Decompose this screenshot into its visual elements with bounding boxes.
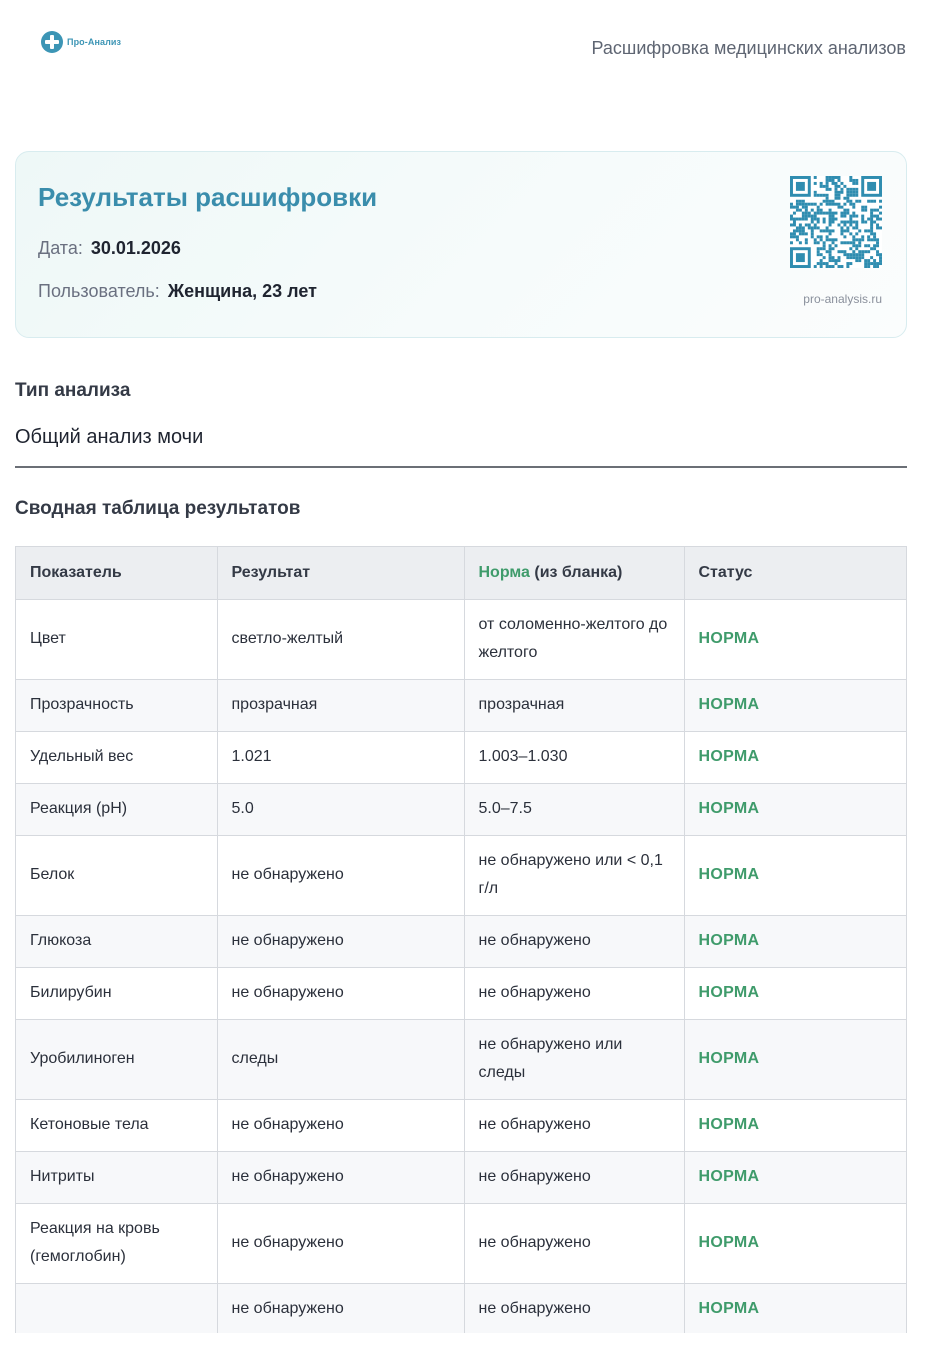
header-title: Расшифровка медицинских анализов [591,38,906,58]
site-link[interactable]: pro-analysis.ru [803,292,882,306]
cell-result: следы [217,1019,464,1099]
table-row [16,599,907,679]
brand-logo[interactable] [41,31,121,53]
cell-norm: не обнаружено или следы [464,1019,684,1099]
results-title: Результаты расшифровки [38,182,378,212]
date-row [38,238,181,259]
cell-norm: не обнаружено или < 0,1 г/л [464,835,684,915]
cell-indicator: Прозрачность [16,679,217,731]
table-row [16,1099,907,1151]
user-value: Женщина, 23 лет [167,281,317,301]
cell-indicator: Билирубин [16,967,217,1019]
cell-result: прозрачная [217,679,464,731]
cell-status: НОРМА [684,731,907,783]
table-row [16,835,907,915]
table-row [16,731,907,783]
cell-status: НОРМА [684,1019,907,1099]
column-header-status: Статус [684,547,907,599]
results-table-container [15,546,907,1333]
user-row [38,281,317,302]
cell-indicator: Глюкоза [16,915,217,967]
cell-result: не обнаружено [217,967,464,1019]
date-label: Дата: [38,238,83,258]
section-divider [15,466,907,468]
results-table [16,547,907,1333]
table-row [16,915,907,967]
analysis-type-value: Общий анализ мочи [15,426,204,448]
cell-result: не обнаружено [217,1151,464,1203]
cell-status: НОРМА [684,967,907,1019]
table-row [16,967,907,1019]
cell-indicator: Цвет [16,599,217,679]
cell-status: НОРМА [684,1283,907,1333]
cell-result: не обнаружено [217,1203,464,1283]
table-row [16,1019,907,1099]
table-row [16,1283,907,1333]
results-card [15,151,907,338]
column-header-norm [464,547,684,599]
user-label: Пользователь: [38,281,160,301]
cell-indicator: Кетоновые тела [16,1099,217,1151]
cell-norm: от соломенно-желтого до желтого [464,599,684,679]
summary-heading: Сводная таблица результатов [15,498,301,519]
cell-result: 5.0 [217,783,464,835]
cell-status: НОРМА [684,835,907,915]
cell-status: НОРМА [684,679,907,731]
cell-status: НОРМА [684,1099,907,1151]
cell-result: не обнаружено [217,1283,464,1333]
cell-status: НОРМА [684,1203,907,1283]
cell-norm: не обнаружено [464,1203,684,1283]
brand-logo-text: Про-Анализ [67,37,122,47]
table-row [16,679,907,731]
cell-indicator: Удельный вес [16,731,217,783]
cell-norm: не обнаружено [464,967,684,1019]
table-row [16,1151,907,1203]
norm-highlight: Норма [478,563,530,581]
cell-status: НОРМА [684,1151,907,1203]
medical-cross-icon [41,31,63,53]
cell-status: НОРМА [684,915,907,967]
table-row [16,1203,907,1283]
cell-norm: 5.0–7.5 [464,783,684,835]
cell-indicator: Реакция на кровь (гемоглобин) [16,1203,217,1283]
cell-result: не обнаружено [217,1099,464,1151]
cell-indicator: Реакция (pH) [16,783,217,835]
cell-result: светло-желтый [217,599,464,679]
page-header [0,0,932,90]
cell-norm: не обнаружено [464,915,684,967]
qr-code[interactable] [790,176,882,268]
cell-norm: не обнаружено [464,1151,684,1203]
cell-indicator: Нитриты [16,1151,217,1203]
analysis-type-heading: Тип анализа [15,380,131,401]
column-header-result: Результат [217,547,464,599]
cell-result: не обнаружено [217,835,464,915]
table-row [16,783,907,835]
cell-norm: не обнаружено [464,1283,684,1333]
cell-status: НОРМА [684,783,907,835]
cell-indicator [16,1283,217,1333]
cell-indicator: Уробилиноген [16,1019,217,1099]
cell-norm: не обнаружено [464,1099,684,1151]
table-header-row [16,547,907,599]
cell-norm: 1.003–1.030 [464,731,684,783]
qr-code-graphic [790,176,882,268]
cell-indicator: Белок [16,835,217,915]
cell-result: 1.021 [217,731,464,783]
column-header-indicator: Показатель [16,547,217,599]
cell-status: НОРМА [684,599,907,679]
date-value: 30.01.2026 [90,238,181,258]
norm-suffix: (из бланка) [529,563,623,581]
cell-result: не обнаружено [217,915,464,967]
cell-norm: прозрачная [464,679,684,731]
